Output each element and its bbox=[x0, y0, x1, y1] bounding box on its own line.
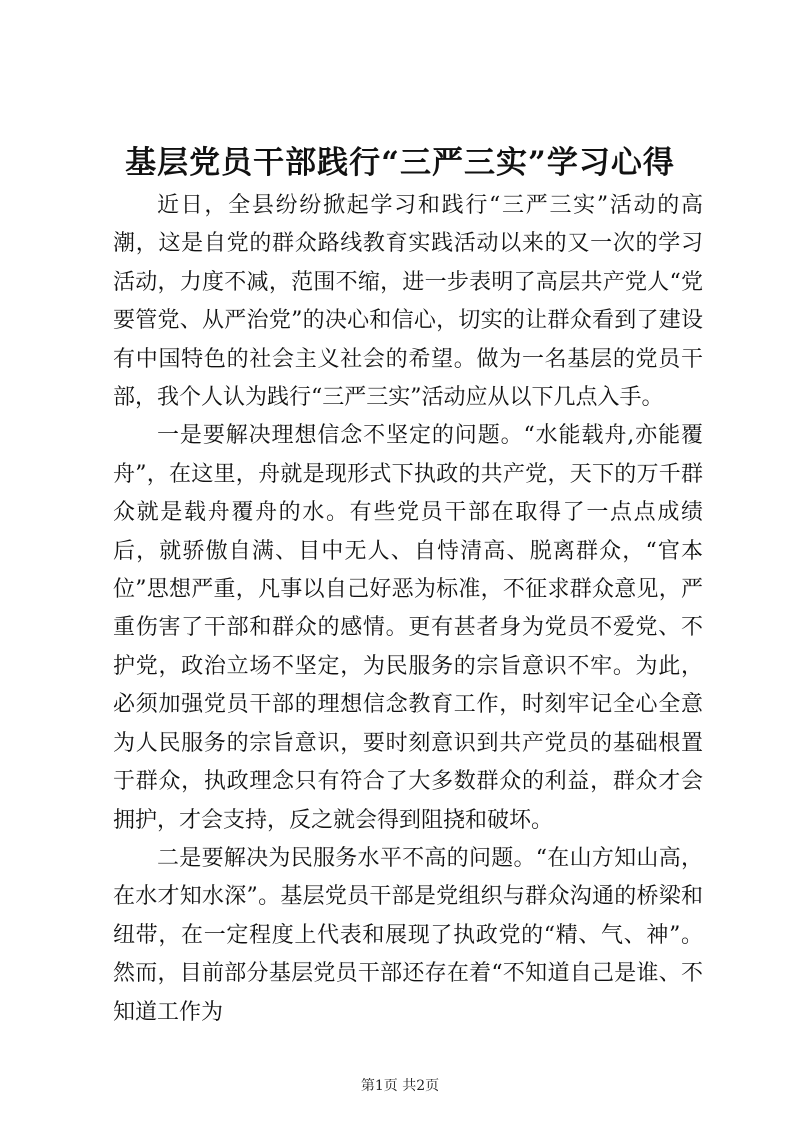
document-title: 基层党员干部践行“三严三实”学习心得 bbox=[125, 145, 675, 181]
paragraph-point-two: 二是要解决为民服务水平不高的问题。“在山方知山高，在水才知水深”。基层党员干部是党组织与群众沟通的桥梁和纽带，在一定程度上代表和展现了执政党的“精、气、神”。然而，目前部分基层党员干部还存在着“不知道自己是谁、不知道工作为 bbox=[113, 845, 703, 1025]
document-body bbox=[113, 187, 703, 1032]
paragraph-point-one: 一是要解决理想信念不坚定的问题。“水能载舟,亦能覆舟”，在这里，舟就是现形式下执政的共产党，天下的万千群众就是载舟覆舟的水。有些党员干部在取得了一点点成绩后，就骄傲自满、目中无人、自恃清高、脱离群众，“官本位”思想严重，凡事以自己好恶为标准，不征求群众意见，严重伤害了干部和群众的感情。更有甚者身为党员不爱党、不护党，政治立场不坚定，为民服务的宗旨意识不牢。为此，必须加强党员干部的理想信念教育工作，时刻牢记全心全意为人民服务的宗旨意识，要时刻意识到共产党员的基础根置于群众，执政理念只有符合了大多数群众的利益，群众才会拥护，才会支持，反之就会得到阻挠和破坏。 bbox=[113, 423, 703, 833]
page-number-footer: 第1页 共2页 bbox=[360, 1078, 440, 1094]
paragraph-intro: 近日，全县纷纷掀起学习和践行“三严三实”活动的高潮，这是自党的群众路线教育实践活动以来的又一次的学习活动，力度不减，范围不缩，进一步表明了高层共产党人“党要管党、从严治党”的决心和信心，切实的让群众看到了建设有中国特色的社会主义社会的希望。做为一名基层的党员干部，我个人认为践行“三严三实”活动应从以下几点入手。 bbox=[113, 193, 703, 411]
